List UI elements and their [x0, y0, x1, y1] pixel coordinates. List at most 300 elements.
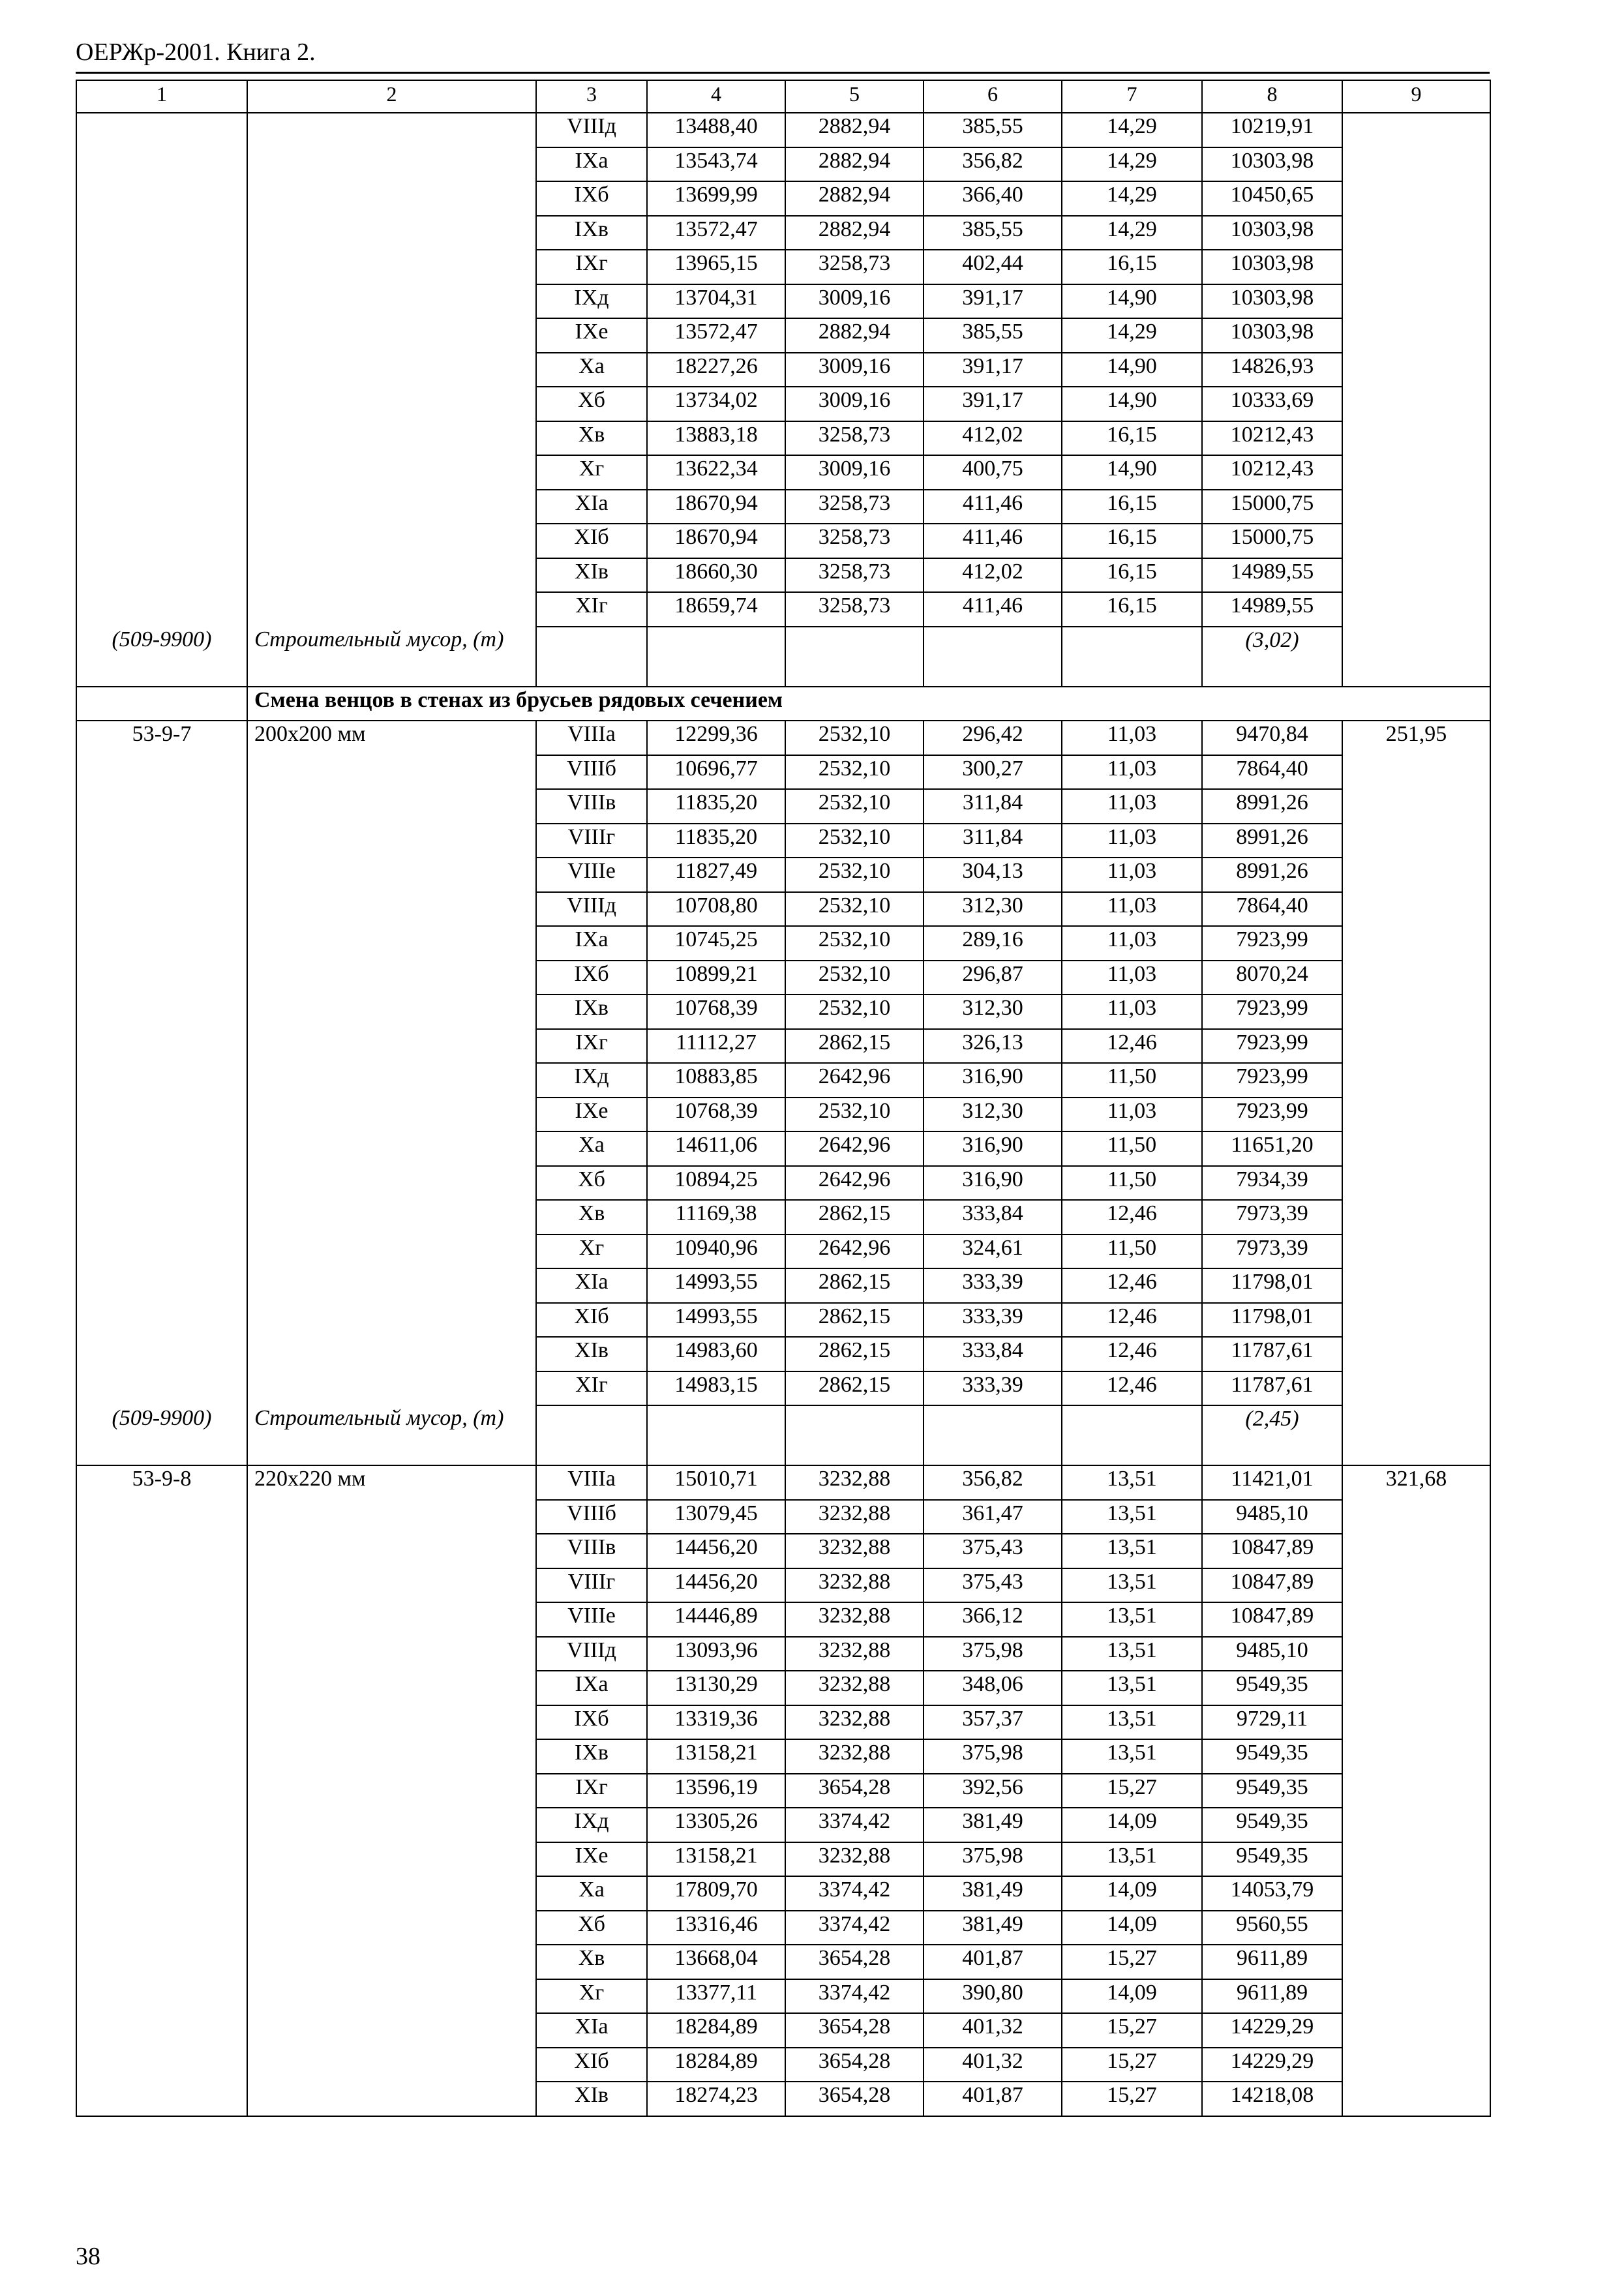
name-cell	[247, 1063, 536, 1098]
table-row	[76, 1234, 1490, 1269]
value-cell: 12,46	[1062, 1371, 1202, 1406]
col9-cell	[1342, 181, 1490, 216]
zone-cell: XIб	[536, 1303, 647, 1338]
value-cell: 316,90	[924, 1166, 1062, 1201]
table-row	[76, 318, 1490, 353]
value-cell: 3258,73	[785, 490, 924, 524]
value-cell: 7973,39	[1202, 1200, 1342, 1234]
table-row	[76, 1842, 1490, 1877]
code-cell	[76, 387, 247, 421]
table-row	[76, 755, 1490, 790]
value-cell: 14993,55	[647, 1303, 785, 1338]
value-cell: 2642,96	[785, 1234, 924, 1269]
value-cell: 13,51	[1062, 1465, 1202, 1500]
value-cell: 14229,29	[1202, 2048, 1342, 2082]
zone-cell: XIб	[536, 524, 647, 558]
col9-cell	[1342, 1568, 1490, 1603]
value-cell: 3232,88	[785, 1568, 924, 1603]
zone-cell	[536, 1405, 647, 1465]
value-cell: 390,80	[924, 1979, 1062, 2014]
value-cell: 2642,96	[785, 1166, 924, 1201]
col9-cell	[1342, 2048, 1490, 2082]
table-row	[76, 1063, 1490, 1098]
zone-cell: IXд	[536, 1063, 647, 1098]
column-number-row	[76, 80, 1490, 113]
zone-cell: VIIIд	[536, 1637, 647, 1671]
value-cell: 7973,39	[1202, 1234, 1342, 1269]
value-cell: 13572,47	[647, 318, 785, 353]
value-cell: 3654,28	[785, 2048, 924, 2082]
value-cell: 9549,35	[1202, 1808, 1342, 1842]
name-cell	[247, 113, 536, 147]
value-cell: 16,15	[1062, 592, 1202, 627]
value-cell: 3654,28	[785, 1774, 924, 1808]
page-number: 38	[76, 2243, 100, 2270]
zone-cell: Xа	[536, 1876, 647, 1911]
name-cell	[247, 1945, 536, 1979]
col9-cell	[1342, 1637, 1490, 1671]
value-cell: 375,98	[924, 1739, 1062, 1774]
value-cell: 400,75	[924, 455, 1062, 490]
value-cell: 14,09	[1062, 1979, 1202, 2014]
value-cell: 311,84	[924, 789, 1062, 824]
code-cell	[76, 181, 247, 216]
value-cell: 16,15	[1062, 490, 1202, 524]
value-cell: 3258,73	[785, 524, 924, 558]
value-cell: 411,46	[924, 592, 1062, 627]
value-cell: 10708,80	[647, 892, 785, 927]
name-cell	[247, 387, 536, 421]
value-cell: 16,15	[1062, 250, 1202, 284]
value-cell: 15010,71	[647, 1465, 785, 1500]
value-cell: 11,03	[1062, 755, 1202, 790]
code-cell	[76, 1739, 247, 1774]
code-cell	[76, 1303, 247, 1338]
zone-cell: IXа	[536, 1671, 647, 1705]
value-cell: 18660,30	[647, 558, 785, 593]
value-cell: 411,46	[924, 524, 1062, 558]
code-cell	[76, 421, 247, 456]
value-cell: 14218,08	[1202, 2082, 1342, 2116]
value-cell: 333,39	[924, 1303, 1062, 1338]
col9-cell	[1342, 592, 1490, 627]
zone-cell: VIIIг	[536, 824, 647, 858]
col9-cell	[1342, 1063, 1490, 1098]
value-cell: 2532,10	[785, 995, 924, 1029]
value-cell: 391,17	[924, 353, 1062, 387]
document-header: ОЕРЖр-2001. Книга 2.	[76, 38, 316, 66]
column-number: 1	[76, 80, 247, 113]
value-cell: 2882,94	[785, 113, 924, 147]
name-cell	[247, 147, 536, 182]
col9-cell	[1342, 1029, 1490, 1064]
value-cell: 14989,55	[1202, 558, 1342, 593]
value-cell: 16,15	[1062, 524, 1202, 558]
value-cell: 333,84	[924, 1200, 1062, 1234]
zone-cell: IXд	[536, 1808, 647, 1842]
value-cell: 18227,26	[647, 353, 785, 387]
value-cell: 18659,74	[647, 592, 785, 627]
value-cell: 10745,25	[647, 926, 785, 961]
value-cell: 13572,47	[647, 216, 785, 250]
code-cell	[76, 524, 247, 558]
rates-table	[76, 80, 1491, 2117]
value-cell: 2862,15	[785, 1268, 924, 1303]
zone-cell: XIг	[536, 592, 647, 627]
value-cell: 2862,15	[785, 1371, 924, 1406]
value-cell: 11,03	[1062, 824, 1202, 858]
col9-cell	[1342, 1131, 1490, 1166]
value-cell: 2532,10	[785, 892, 924, 927]
code-cell	[76, 1098, 247, 1132]
table-row	[76, 1568, 1490, 1603]
value-cell: 13,51	[1062, 1739, 1202, 1774]
table-row	[76, 147, 1490, 182]
table-row	[76, 455, 1490, 490]
value-cell: 2882,94	[785, 318, 924, 353]
value-cell: 11,03	[1062, 926, 1202, 961]
zone-cell: VIIIв	[536, 789, 647, 824]
zone-cell: VIIIе	[536, 1602, 647, 1637]
zone-cell: Xг	[536, 455, 647, 490]
value-cell: 304,13	[924, 858, 1062, 892]
value-cell: 401,87	[924, 1945, 1062, 1979]
zone-cell: IXе	[536, 1842, 647, 1877]
value-cell: 3232,88	[785, 1465, 924, 1500]
value-cell: 11,03	[1062, 1098, 1202, 1132]
value-cell: 13093,96	[647, 1637, 785, 1671]
name-cell	[247, 2048, 536, 2082]
code-cell	[76, 1029, 247, 1064]
column-number: 5	[785, 80, 924, 113]
value-cell: 15000,75	[1202, 524, 1342, 558]
code-cell	[76, 147, 247, 182]
table-row	[76, 721, 1490, 755]
table-row	[76, 1098, 1490, 1132]
value-cell: 3232,88	[785, 1637, 924, 1671]
code-cell	[76, 353, 247, 387]
value-cell: 311,84	[924, 824, 1062, 858]
name-cell	[247, 1808, 536, 1842]
name-cell	[247, 1842, 536, 1877]
col9-cell	[1342, 421, 1490, 456]
zone-cell: IXв	[536, 1739, 647, 1774]
name-cell	[247, 1534, 536, 1568]
value-cell: 7923,99	[1202, 926, 1342, 961]
value-cell	[647, 627, 785, 687]
value-cell: 13158,21	[647, 1842, 785, 1877]
value-cell: 11,03	[1062, 858, 1202, 892]
table-row	[76, 824, 1490, 858]
table-row	[76, 1637, 1490, 1671]
value-cell: 10768,39	[647, 995, 785, 1029]
value-cell: 9611,89	[1202, 1945, 1342, 1979]
col9-cell	[1342, 1876, 1490, 1911]
code-cell	[76, 1842, 247, 1877]
value-cell: 348,06	[924, 1671, 1062, 1705]
table-row	[76, 926, 1490, 961]
zone-cell: IXг	[536, 250, 647, 284]
name-cell: 200х200 мм	[247, 721, 536, 755]
code-cell	[76, 284, 247, 319]
zone-cell: Xв	[536, 421, 647, 456]
value-cell: 3374,42	[785, 1876, 924, 1911]
header-rule	[76, 72, 1490, 74]
zone-cell: XIв	[536, 2082, 647, 2116]
name-cell	[247, 1602, 536, 1637]
value-cell: 3654,28	[785, 2013, 924, 2048]
value-cell: 357,37	[924, 1705, 1062, 1740]
zone-cell: IXг	[536, 1029, 647, 1064]
name-cell	[247, 1200, 536, 1234]
table-row	[76, 1705, 1490, 1740]
value-cell: 14446,89	[647, 1602, 785, 1637]
value-cell: 2532,10	[785, 926, 924, 961]
code-cell	[76, 1534, 247, 1568]
debris-code: (509-9900)	[76, 1405, 247, 1465]
col9-cell	[1342, 1098, 1490, 1132]
value-cell: 14983,15	[647, 1371, 785, 1406]
name-cell	[247, 858, 536, 892]
value-cell: 7923,99	[1202, 995, 1342, 1029]
col9-cell	[1342, 1500, 1490, 1534]
name-cell	[247, 421, 536, 456]
value-cell: 366,40	[924, 181, 1062, 216]
value-cell: 13,51	[1062, 1602, 1202, 1637]
value-cell: 3258,73	[785, 250, 924, 284]
value-cell: 13543,74	[647, 147, 785, 182]
table-row	[76, 1465, 1490, 1500]
value-cell: 10894,25	[647, 1166, 785, 1201]
value-cell: 11421,01	[1202, 1465, 1342, 1500]
code-cell	[76, 1234, 247, 1269]
value-cell: 3232,88	[785, 1705, 924, 1740]
column-number: 9	[1342, 80, 1490, 113]
table-row	[76, 1876, 1490, 1911]
code-cell	[76, 1166, 247, 1201]
value-cell: 10212,43	[1202, 421, 1342, 456]
col9-cell	[1342, 1911, 1490, 1945]
col9-cell	[1342, 353, 1490, 387]
col9-cell	[1342, 2013, 1490, 2048]
table-row	[76, 284, 1490, 319]
zone-cell: XIг	[536, 1371, 647, 1406]
name-cell	[247, 2082, 536, 2116]
value-cell: 10303,98	[1202, 147, 1342, 182]
table-row	[76, 181, 1490, 216]
zone-cell: IXв	[536, 995, 647, 1029]
code-cell	[76, 318, 247, 353]
value-cell: 10219,91	[1202, 113, 1342, 147]
col9-cell	[1342, 961, 1490, 995]
col9-cell	[1342, 1705, 1490, 1740]
col9-cell	[1342, 2082, 1490, 2116]
value-cell: 375,43	[924, 1534, 1062, 1568]
value-cell: 13079,45	[647, 1500, 785, 1534]
name-cell	[247, 926, 536, 961]
value-cell: 13,51	[1062, 1705, 1202, 1740]
zone-cell: IXа	[536, 147, 647, 182]
col9-cell	[1342, 995, 1490, 1029]
value-cell: 12,46	[1062, 1200, 1202, 1234]
name-cell	[247, 1739, 536, 1774]
value-cell: 13883,18	[647, 421, 785, 456]
value-cell: 2532,10	[785, 858, 924, 892]
value-cell: 3232,88	[785, 1534, 924, 1568]
value-cell: 10883,85	[647, 1063, 785, 1098]
value-cell: 402,44	[924, 250, 1062, 284]
zone-cell: Xб	[536, 387, 647, 421]
name-cell	[247, 1671, 536, 1705]
col9-cell: 251,95	[1342, 721, 1490, 755]
value-cell: 17809,70	[647, 1876, 785, 1911]
code-cell	[76, 1671, 247, 1705]
value-cell	[647, 1405, 785, 1465]
col9-cell	[1342, 147, 1490, 182]
zone-cell: XIа	[536, 490, 647, 524]
name-cell	[247, 1029, 536, 1064]
value-cell: 9485,10	[1202, 1637, 1342, 1671]
value-cell: 18284,89	[647, 2048, 785, 2082]
value-cell: 13319,36	[647, 1705, 785, 1740]
value-cell: 412,02	[924, 421, 1062, 456]
value-cell: 385,55	[924, 113, 1062, 147]
value-cell: 10450,65	[1202, 181, 1342, 216]
value-cell: 3258,73	[785, 421, 924, 456]
value-cell: 12,46	[1062, 1303, 1202, 1338]
table-row	[76, 2048, 1490, 2082]
zone-cell: XIб	[536, 2048, 647, 2082]
code-cell	[76, 1602, 247, 1637]
value-cell: 8991,26	[1202, 824, 1342, 858]
debris-name: Строительный мусор, (т)	[247, 627, 536, 687]
section-title: Смена венцов в стенах из брусьев рядовых сечением	[247, 687, 1490, 721]
code-cell	[76, 892, 247, 927]
value-cell: 13,51	[1062, 1568, 1202, 1603]
value-cell: 9549,35	[1202, 1774, 1342, 1808]
value-cell: 14989,55	[1202, 592, 1342, 627]
table-row	[76, 592, 1490, 627]
value-cell: 12299,36	[647, 721, 785, 755]
zone-cell: Xг	[536, 1979, 647, 2014]
table-row	[76, 1131, 1490, 1166]
value-cell: 3232,88	[785, 1842, 924, 1877]
value-cell: 10303,98	[1202, 318, 1342, 353]
zone-cell: Xб	[536, 1911, 647, 1945]
col9-cell	[1342, 1808, 1490, 1842]
value-cell: 18670,94	[647, 490, 785, 524]
table-row	[76, 250, 1490, 284]
col9-cell	[1342, 524, 1490, 558]
value-cell: 13,51	[1062, 1842, 1202, 1877]
value-cell: 15,27	[1062, 2082, 1202, 2116]
code-cell	[76, 1337, 247, 1371]
value-cell: 13668,04	[647, 1945, 785, 1979]
name-cell	[247, 490, 536, 524]
value-cell: 14,29	[1062, 113, 1202, 147]
zone-cell: XIа	[536, 1268, 647, 1303]
code-cell	[76, 250, 247, 284]
zone-cell: VIIIд	[536, 113, 647, 147]
value-cell: 13,51	[1062, 1671, 1202, 1705]
code-cell	[76, 558, 247, 593]
value-cell: 316,90	[924, 1131, 1062, 1166]
value-cell: 18274,23	[647, 2082, 785, 2116]
name-cell	[247, 1166, 536, 1201]
value-cell: 11112,27	[647, 1029, 785, 1064]
name-cell	[247, 755, 536, 790]
value-cell: 11,50	[1062, 1131, 1202, 1166]
column-number: 3	[536, 80, 647, 113]
value-cell: 3232,88	[785, 1739, 924, 1774]
value-cell: 10212,43	[1202, 455, 1342, 490]
value-cell: 13,51	[1062, 1534, 1202, 1568]
value-cell: 401,32	[924, 2048, 1062, 2082]
value-cell: 13488,40	[647, 113, 785, 147]
col9-cell	[1342, 1739, 1490, 1774]
value-cell: 12,46	[1062, 1029, 1202, 1064]
name-cell	[247, 1500, 536, 1534]
column-number: 6	[924, 80, 1062, 113]
value-cell: 11,03	[1062, 961, 1202, 995]
col9-cell	[1342, 824, 1490, 858]
value-cell: 13377,11	[647, 1979, 785, 2014]
zone-cell: IXе	[536, 318, 647, 353]
code-cell	[76, 1568, 247, 1603]
value-cell: 14456,20	[647, 1534, 785, 1568]
col9-cell	[1342, 1405, 1490, 1465]
value-cell: 361,47	[924, 1500, 1062, 1534]
value-cell: 366,12	[924, 1602, 1062, 1637]
value-cell: 13622,34	[647, 455, 785, 490]
value-cell: 14,90	[1062, 284, 1202, 319]
value-cell: 10768,39	[647, 1098, 785, 1132]
value-cell: 333,84	[924, 1337, 1062, 1371]
name-cell	[247, 455, 536, 490]
table-row	[76, 387, 1490, 421]
table-row	[76, 789, 1490, 824]
table-row	[76, 558, 1490, 593]
table-row	[76, 1337, 1490, 1371]
value-cell: 13130,29	[647, 1671, 785, 1705]
name-cell	[247, 2013, 536, 2048]
name-cell	[247, 1371, 536, 1406]
name-cell	[247, 318, 536, 353]
value-cell: 312,30	[924, 892, 1062, 927]
table-row	[76, 2082, 1490, 2116]
name-cell	[247, 892, 536, 927]
value-cell: 11,50	[1062, 1166, 1202, 1201]
col9-cell	[1342, 1602, 1490, 1637]
value-cell: 8991,26	[1202, 789, 1342, 824]
value-cell: 11835,20	[647, 824, 785, 858]
col9-cell	[1342, 926, 1490, 961]
table-row	[76, 216, 1490, 250]
code-cell: 53-9-7	[76, 721, 247, 755]
name-cell	[247, 961, 536, 995]
value-cell: 14053,79	[1202, 1876, 1342, 1911]
col9-cell	[1342, 216, 1490, 250]
value-cell: 2882,94	[785, 147, 924, 182]
value-cell: 15,27	[1062, 1945, 1202, 1979]
value-cell: 3009,16	[785, 353, 924, 387]
code-cell	[76, 755, 247, 790]
value-cell: 381,49	[924, 1876, 1062, 1911]
value-cell: 9611,89	[1202, 1979, 1342, 2014]
value-cell: 381,49	[924, 1808, 1062, 1842]
code-cell	[76, 1911, 247, 1945]
name-cell	[247, 1131, 536, 1166]
